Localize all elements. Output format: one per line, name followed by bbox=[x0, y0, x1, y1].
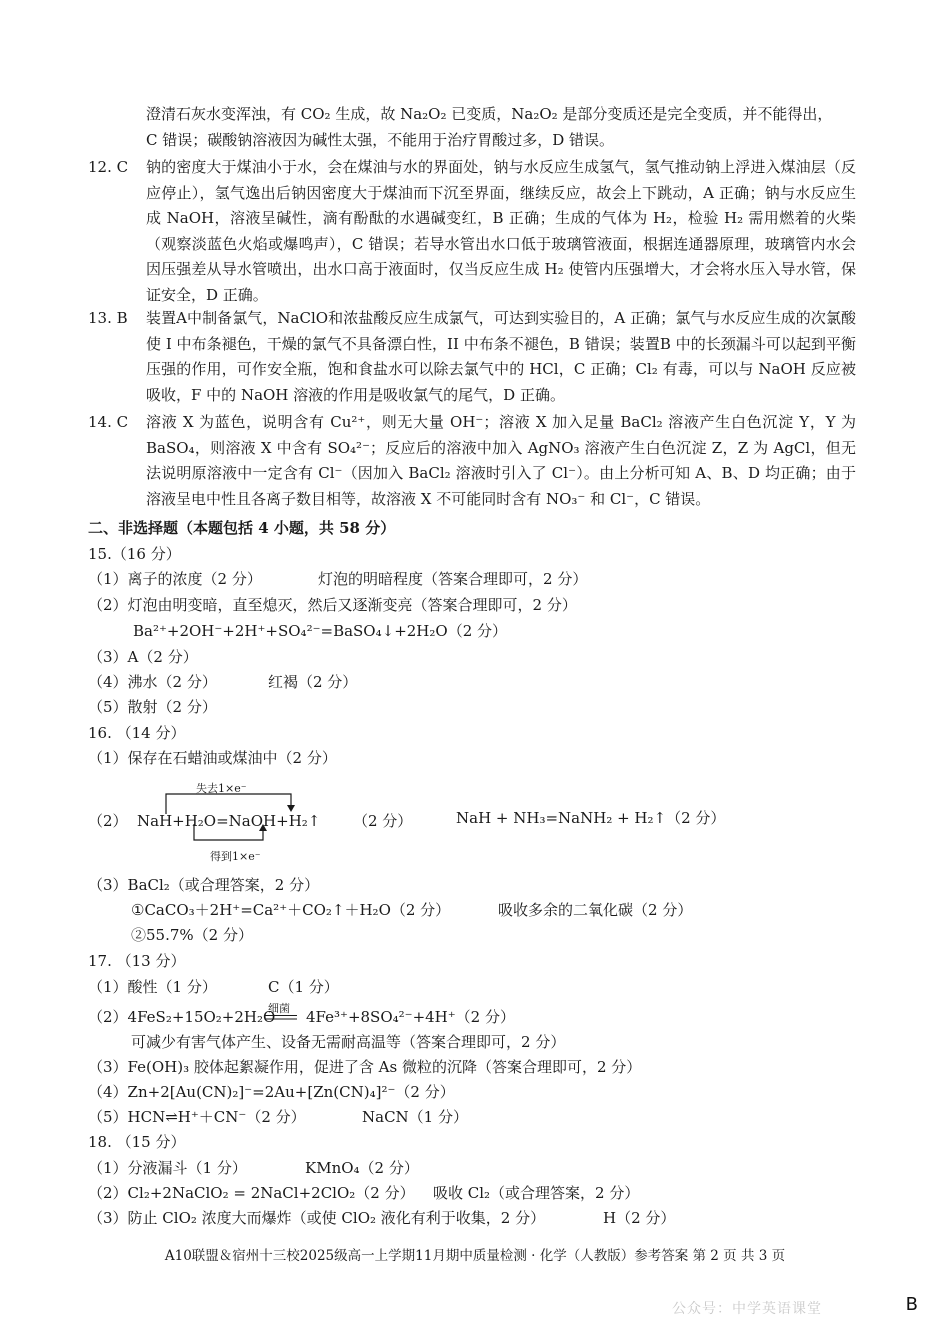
q18-a1b: KMnO₄（2 分） bbox=[305, 1159, 419, 1177]
q17-a1: （1）酸性（1 分） bbox=[88, 978, 217, 996]
q15-a3: （3）A（2 分） bbox=[88, 648, 198, 666]
section2-heading: 二、非选择题（本题包括 4 小题，共 58 分） bbox=[88, 519, 396, 537]
q16-a3b: 吸收多余的二氧化碳（2 分） bbox=[498, 901, 693, 919]
q17-a5: （5）HCN⇌H⁺＋CN⁻（2 分） bbox=[88, 1108, 306, 1126]
q16-a1: （1）保存在石蜡油或煤油中（2 分） bbox=[88, 749, 337, 767]
corner-mark: B bbox=[905, 1294, 918, 1315]
q15-a1b: 灯泡的明暗程度（答案合理即可，2 分） bbox=[318, 570, 588, 588]
q16-heading: 16. （14 分） bbox=[88, 724, 186, 742]
q13-explanation: 装置A中制备氯气，NaClO和浓盐酸反应生成氯气，可达到实验目的，A 正确；氯气与水反应生成的次氯酸使 I 中布条褪色，干燥的氯气不具备漂白性，II 中布条不褪色，B 错误；装置B 中的长颈漏斗可以起到平衡压强的作用，可作安全瓶，饱和食盐水可以除去氯气中的 HCl，C 正确；Cl₂ 有毒，可以与 NaOH 反应被吸收，F 中的 NaOH 溶液的作用是吸收氯气的尾气，D 正确。 bbox=[146, 309, 856, 404]
page-footer: A10联盟＆宿州十三校2025级高一上学期11月期中质量检测 · 化学（人教版）参考答案 第 2 页 共 3 页 bbox=[164, 1248, 786, 1264]
q16-a2-equation: NaH+H₂O=NaOH+H₂↑ bbox=[137, 812, 321, 830]
q12-number: 12. C bbox=[88, 158, 129, 176]
q17-a2-condition: 细菌 bbox=[268, 1002, 290, 1015]
q15-a2-equation: Ba²⁺+2OH⁻+2H⁺+SO₄²⁻=BaSO₄↓+2H₂O（2 分） bbox=[133, 622, 508, 640]
q16-gain-electron-label: 得到1×e⁻ bbox=[210, 850, 261, 863]
q16-a2-equation2: NaH + NH₃=NaNH₂ + H₂↑（2 分） bbox=[456, 809, 726, 827]
q15-a5: （5）散射（2 分） bbox=[88, 698, 217, 716]
q18-heading: 18. （15 分） bbox=[88, 1133, 186, 1151]
q17-a2b: 可减少有害气体产生、设备无需耐高温等（答案合理即可，2 分） bbox=[131, 1033, 566, 1051]
q12-explanation: 钠的密度大于煤油小于水，会在煤油与水的界面处，钠与水反应生成氢气，氢气推动钠上浮进入煤油层（反应停止），氢气逸出后钠因密度大于煤油而下沉至界面，继续反应，故会上下跳动，A 正确；钠与水反应生成 NaOH，溶液呈碱性，滴有酚酞的水遇碱变红，B 正确；生成的气体为 H₂，检验 H₂ 需用燃着的火柴（观察淡蓝色火焰或爆鸣声），C 错误；若导水管出水口低于玻璃管液面，根据连通器原理，玻璃管内水会因压强差从导水管喷出，出水口高于液面时，仅当反应生成 H₂ 使管内压强增大，才会将水压入导水管，保证安全，D 正确。 bbox=[146, 158, 857, 304]
q18-a2b: 吸收 Cl₂（或合理答案，2 分） bbox=[433, 1184, 640, 1202]
q14-number: 14. C bbox=[88, 413, 129, 431]
q18-a1: （1）分液漏斗（1 分） bbox=[88, 1159, 247, 1177]
reaction-equals-sign bbox=[264, 1014, 298, 1022]
q15-a2: （2）灯泡由明变暗，直至熄灭，然后又逐渐变亮（答案合理即可，2 分） bbox=[88, 596, 577, 614]
q16-a2-label: （2） bbox=[88, 812, 128, 830]
q17-a2-products: 4Fe³⁺+8SO₄²⁻+4H⁺（2 分） bbox=[306, 1008, 515, 1026]
q15-heading: 15.（16 分） bbox=[88, 545, 181, 563]
q16-a3c: ②55.7%（2 分） bbox=[131, 926, 253, 944]
q16-a3: （3）BaCl₂（或合理答案，2 分） bbox=[88, 876, 320, 894]
q17-a3: （3）Fe(OH)₃ 胶体起絮凝作用，促进了含 As 微粒的沉降（答案合理即可，2 分） bbox=[88, 1058, 642, 1076]
q15-a4b: 红褐（2 分） bbox=[268, 673, 358, 691]
q18-a3: （3）防止 ClO₂ 浓度大而爆炸（或使 ClO₂ 液化有利于收集，2 分） bbox=[88, 1209, 546, 1227]
q18-a2: （2）Cl₂+2NaClO₂ = 2NaCl+2ClO₂（2 分） bbox=[88, 1184, 415, 1202]
q18-a3b: H（2 分） bbox=[603, 1209, 676, 1227]
q16-a3-equation: ①CaCO₃＋2H⁺=Ca²⁺＋CO₂↑＋H₂O（2 分） bbox=[131, 901, 451, 919]
q11-cont-line2: C 错误；碳酸钠溶液因为碱性太强，不能用于治疗胃酸过多，D 错误。 bbox=[146, 131, 615, 149]
q17-a2-reactants: （2）4FeS₂+15O₂+2H₂O bbox=[88, 1008, 276, 1026]
q13-number: 13. B bbox=[88, 309, 128, 327]
q17-a1b: C（1 分） bbox=[268, 978, 339, 996]
q15-a1: （1）离子的浓度（2 分） bbox=[88, 570, 262, 588]
q16-lose-electron-label: 失去1×e⁻ bbox=[196, 782, 247, 795]
q14-explanation: 溶液 X 为蓝色，说明含有 Cu²⁺，则无大量 OH⁻；溶液 X 加入足量 BaCl₂ 溶液产生白色沉淀 Y，Y 为 BaSO₄，则溶液 X 中含有 SO₄²⁻；反应后的溶液中加入 AgNO₃ 溶液产生白色沉淀 Z，Z 为 AgCl，但无法说明原溶液中一定含有 Cl⁻（因加入 BaCl₂ 溶液时引入了 Cl⁻）。由上分析可知 A、B、D 均正确；由于溶液呈电中性且各离子数目相等，故溶液 X 不可能同时含有 NO₃⁻ 和 Cl⁻，C 错误。 bbox=[146, 413, 856, 508]
q11-cont-line1: 澄清石灰水变浑浊，有 CO₂ 生成，故 Na₂O₂ 已变质，Na₂O₂ 是部分变质还是完全变质，并不能得出， bbox=[146, 105, 833, 123]
q17-a5b: NaCN（1 分） bbox=[362, 1108, 468, 1126]
q16-a2-score: （2 分） bbox=[353, 812, 413, 830]
watermark: 公众号：中学英语课堂 bbox=[672, 1301, 822, 1317]
q17-heading: 17. （13 分） bbox=[88, 952, 186, 970]
q17-a4: （4）Zn+2[Au(CN)₂]⁻=2Au+[Zn(CN)₄]²⁻（2 分） bbox=[88, 1083, 455, 1101]
q15-a4: （4）沸水（2 分） bbox=[88, 673, 217, 691]
